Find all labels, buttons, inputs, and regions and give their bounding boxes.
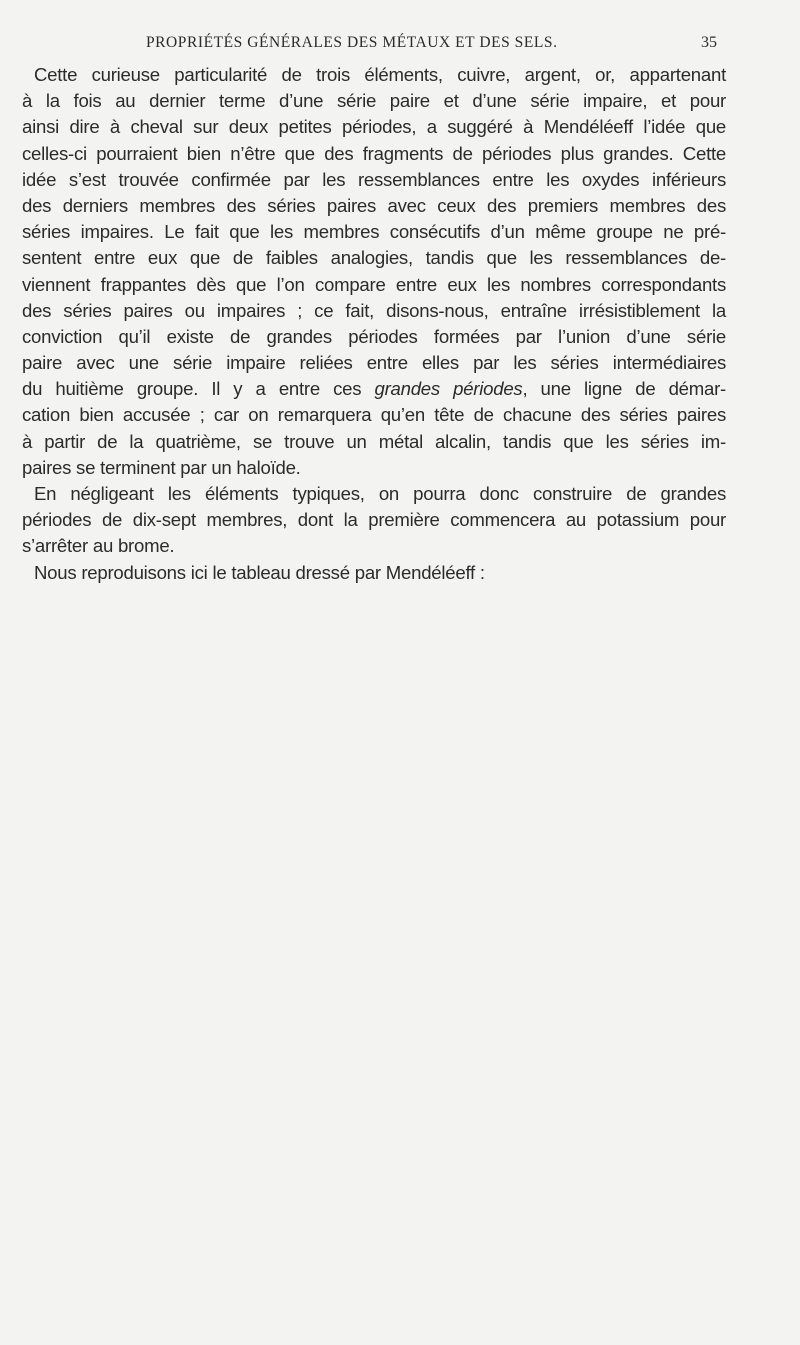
text-fragment: , une ligne de démar- (522, 378, 726, 400)
text-line: sentent entre eux que de faibles analogies, tandis que les ressemblances de- (22, 247, 726, 269)
text-line: paire avec une série impaire reliées entre elles par les séries intermédiaires (22, 352, 726, 374)
text-line: à la fois au dernier terme d’une série paire et d’une série impaire, et pour (22, 90, 726, 112)
running-header (0, 31, 800, 55)
text-line: périodes de dix-sept membres, dont la première commencera au potassium pour (22, 509, 726, 531)
text-line: idée s’est trouvée confirmée par les ressemblances entre les oxydes inférieurs (22, 168, 726, 190)
text-line: conviction qu’il existe de grandes périodes formées par l’union d’une série (22, 325, 726, 347)
page-number: 35 (701, 34, 717, 51)
text-line: cation bien accusée ; car on remarquera qu’en tête de chacune des séries paires (22, 404, 726, 426)
text-line: à partir de la quatrième, se trouve un métal alcalin, tandis que les séries im- (22, 430, 726, 452)
text-fragment: du huitième groupe. Il y a entre ces (22, 378, 375, 400)
body-text (22, 62, 726, 586)
text-line: des séries paires ou impaires ; ce fait, disons-nous, entraîne irrésistiblement la (22, 299, 726, 321)
paragraph-1 (22, 62, 726, 481)
text-line: Cette curieuse particularité de trois éléments, cuivre, argent, or, appartenant (34, 64, 726, 85)
paragraph-3 (22, 560, 726, 586)
text-line: celles-ci pourraient bien n’être que des fragments de périodes plus grandes. Cette (22, 142, 726, 164)
running-title: PROPRIÉTÉS GÉNÉRALES DES MÉTAUX ET DES SELS. (146, 34, 558, 51)
text-line: Nous reproduisons ici le tableau dressé par Mendéléeff : (34, 561, 485, 583)
text-line-with-emphasis (22, 376, 726, 402)
text-line: s’arrêter au brome. (22, 535, 175, 557)
text-line: séries impaires. Le fait que les membres consécutifs d’un même groupe ne pré- (22, 221, 726, 243)
paragraph-2 (22, 481, 726, 560)
text-line: En négligeant les éléments typiques, on pourra donc construire de grandes (34, 483, 726, 504)
text-line: paires se terminent par un haloïde. (22, 456, 301, 478)
italic-term: grandes périodes (374, 378, 523, 400)
text-line: viennent frappantes dès que l’on compare entre eux les nombres correspondants (22, 273, 726, 295)
text-line: des derniers membres des séries paires avec ceux des premiers membres des (22, 194, 726, 216)
text-line: ainsi dire à cheval sur deux petites périodes, a suggéré à Mendéléeff l’idée que (22, 116, 726, 138)
